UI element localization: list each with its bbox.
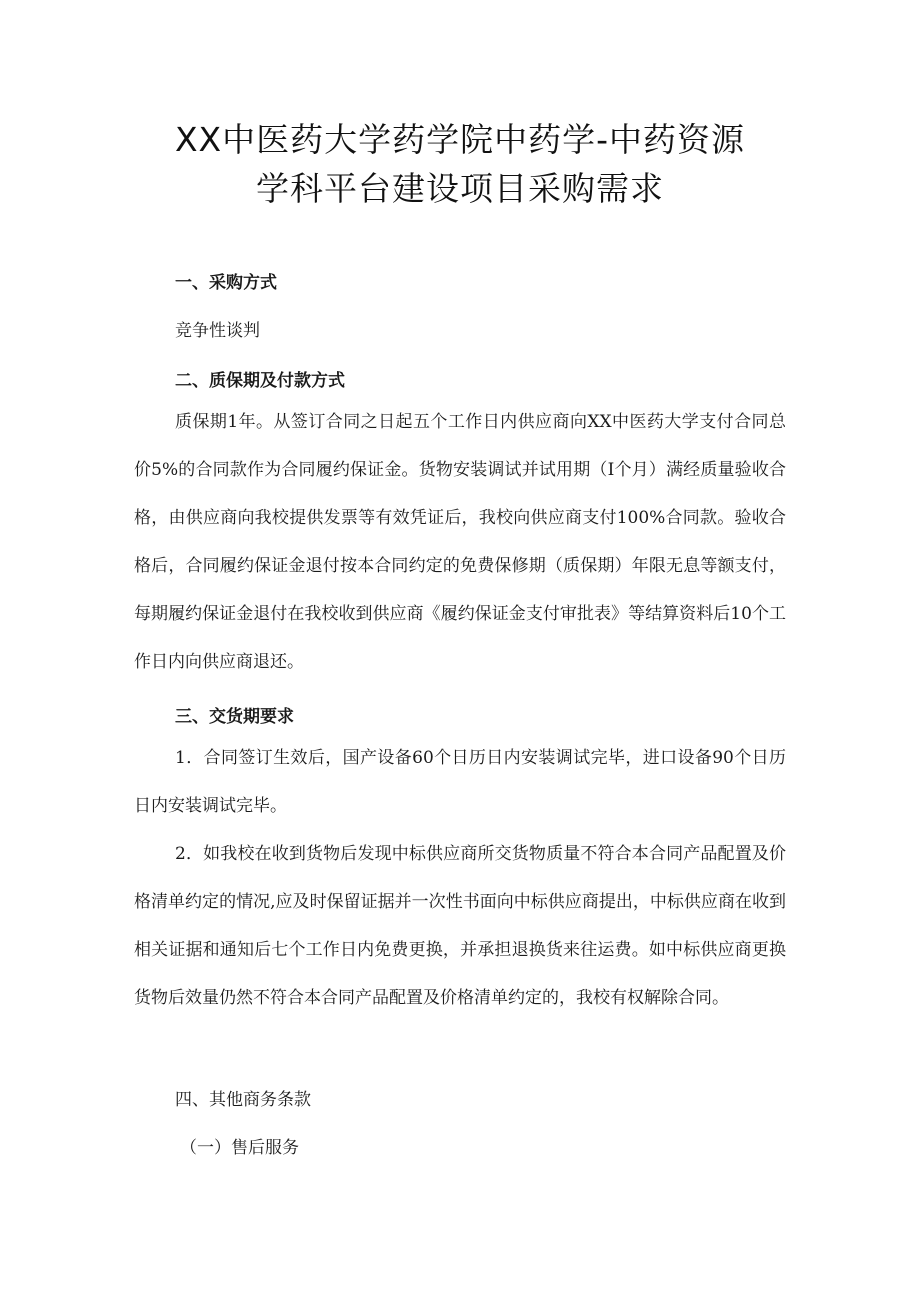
delivery-item-1: 1．合同签订生效后，国产设备60个日历日内安装调试完毕，进口设备90个日历日内安装调试完毕。 <box>134 748 786 816</box>
section-heading-delivery: 三、交货期要求 <box>175 707 294 727</box>
warranty-payment-text: 质保期1年。从签订合同之日起五个工作日内供应商向XX中医药大学支付合同总价5%的合同款作为合同履约保证金。货物安装调试并试用期（I个月）满经质量验收合格，由供应商向我校提供发票等有效凭证后，我校向供应商支付100%合同款。验收合格后，合同履约保证金退付按本合同约定的免费保修期（质保期）年限无息等额支付，每期履约保证金退付在我校收到供应商《履约保证金支付审批表》等结算资料后10个工作日内向供应商退还。 <box>134 412 786 672</box>
document-title-line-2: 学科平台建设项目采购需求 <box>256 169 664 208</box>
procurement-method-text: 竞争性谈判 <box>175 321 260 341</box>
section-heading-procurement-method: 一、采购方式 <box>175 273 277 293</box>
section-heading-other-terms: 四、其他商务条款 <box>175 1090 311 1110</box>
document-title-line-1: XX中医药大学药学院中药学-中药资源 <box>174 120 746 159</box>
section-heading-warranty-payment: 二、质保期及付款方式 <box>175 371 345 391</box>
subsection-after-sales: （一）售后服务 <box>180 1138 299 1158</box>
delivery-item-2: 2．如我校在收到货物后发现中标供应商所交货物质量不符合本合同产品配置及价格清单约定的情况,应及时保留证据并一次性书面向中标供应商提出，中标供应商在收到相关证据和通知后七个工作日内免费更换，并承担退换货来往运费。如中标供应商更换货物后效量仍然不符合本合同产品配置及价格清单约定的，我校有权解除合同。 <box>134 844 786 1008</box>
